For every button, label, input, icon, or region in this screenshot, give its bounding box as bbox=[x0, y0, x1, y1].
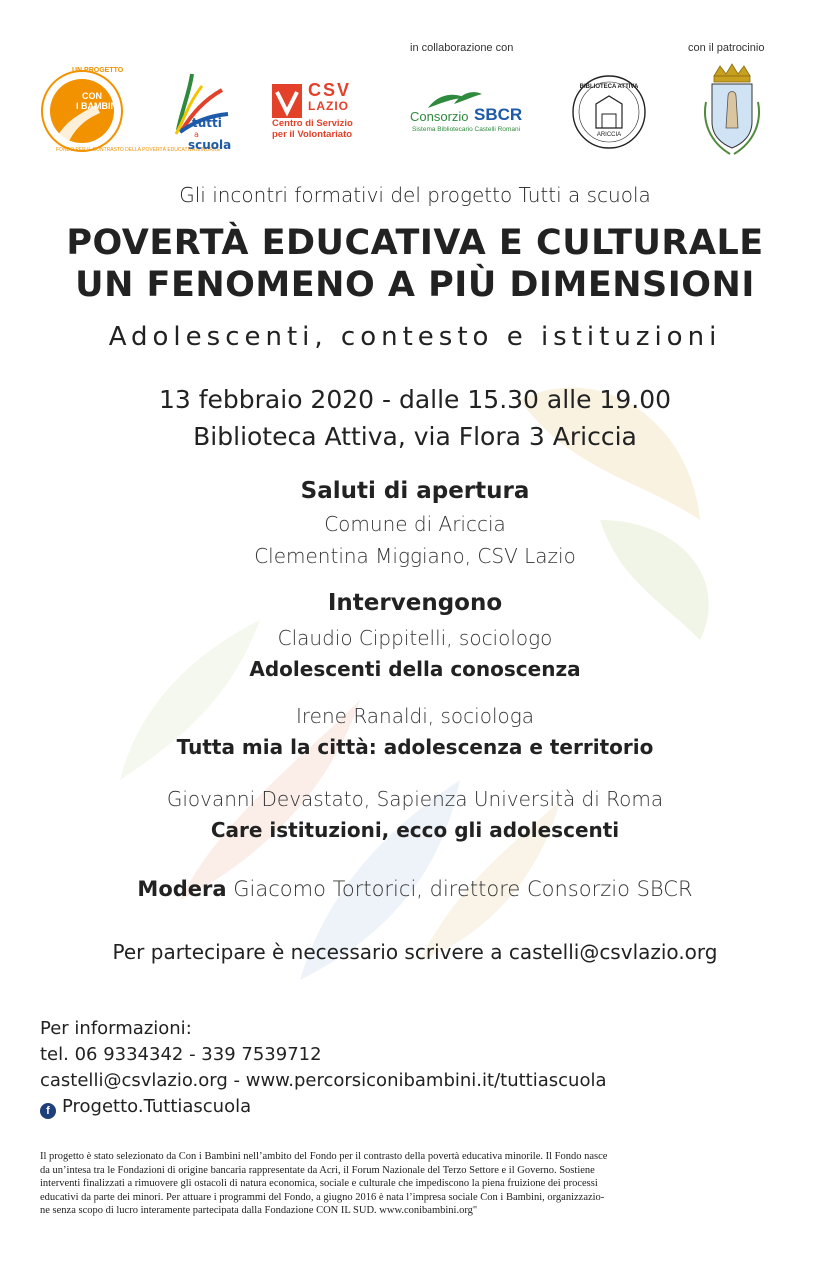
info-facebook[interactable] bbox=[40, 1094, 251, 1120]
event-venue: Biblioteca Attiva, via Flora 3 Ariccia bbox=[193, 422, 637, 451]
opening-item: Clementina Miggiano, CSV Lazio bbox=[254, 544, 576, 568]
consorzio-sbcr-line2: SBCR bbox=[474, 105, 523, 124]
csv-lazio-line3: Centro di Servizio bbox=[272, 118, 353, 129]
csv-lazio-line2: LAZIO bbox=[308, 99, 349, 113]
facebook-handle: Progetto.Tuttiascuola bbox=[62, 1096, 252, 1117]
footer-line: interventi finalizzati a rimuovere gli ostacoli di natura economica, sociale e culturale che impediscono la piena fruizione dei processi bbox=[40, 1178, 598, 1189]
ariccia-coat-of-arms bbox=[700, 62, 764, 160]
consorzio-sbcr-line3: Sistema Bibliotecario Castelli Romani bbox=[412, 126, 521, 133]
moderator-label: Modera bbox=[137, 877, 227, 901]
speakers-heading: Intervengono bbox=[327, 590, 503, 616]
biblioteca-attiva-line2: ARICCIA bbox=[596, 132, 622, 138]
footer-disclaimer bbox=[40, 1150, 800, 1218]
speaker-name: Claudio Cippitelli, sociologo bbox=[277, 626, 553, 650]
opening-heading: Saluti di apertura bbox=[300, 478, 530, 504]
patronage-caption: con il patrocinio bbox=[688, 42, 765, 54]
csv-lazio-line4: per il Volontariato bbox=[272, 129, 353, 140]
facebook-icon: f bbox=[40, 1103, 56, 1119]
csv-lazio-logo bbox=[272, 82, 372, 142]
event-date: 13 febbraio 2020 - dalle 15.30 alle 19.00 bbox=[158, 385, 672, 414]
con-i-bambini-line3: I BAMBINI bbox=[76, 101, 120, 111]
intro-line: Gli incontri formativi del progetto Tutti a scuola bbox=[179, 183, 651, 207]
opening-item: Comune di Ariccia bbox=[324, 512, 506, 536]
footer-line: da un’intesa tra le Fondazioni di origine bancaria rappresentate da Acri, il Forum Nazionale del Terzo Settore e il Governo. Sostiene bbox=[40, 1164, 595, 1176]
footer-line: Il progetto è stato selezionato da Con i Bambini nell’ambito del Fondo per il contrasto della povertà educativa minorile. Il Fondo nasce bbox=[40, 1151, 608, 1162]
tutti-a-scuola-logo bbox=[168, 70, 232, 154]
tutti-a-scuola-line2: a bbox=[194, 130, 199, 139]
registration-note: Per partecipare è necessario scrivere a castelli@csvlazio.org bbox=[112, 940, 718, 964]
footer-line: ne senza scopo di lucro interamente partecipata dalla Fondazione CON IL SUD. www.conibambini.org" bbox=[40, 1205, 478, 1216]
con-i-bambini-line1: UN PROGETTO bbox=[72, 67, 124, 74]
tutti-a-scuola-line3: scuola bbox=[188, 138, 232, 152]
consorzio-sbcr-logo bbox=[410, 88, 530, 138]
info-heading: Per informazioni: bbox=[40, 1018, 192, 1039]
moderator-line bbox=[0, 877, 830, 901]
speaker-name: Irene Ranaldi, sociologa bbox=[296, 704, 534, 728]
consorzio-sbcr-line1: Consorzio bbox=[410, 109, 469, 124]
con-i-bambini-line2: CON bbox=[82, 91, 102, 101]
biblioteca-attiva-stamp bbox=[570, 72, 648, 152]
info-web[interactable]: castelli@csvlazio.org - www.percorsiconibambini.it/tuttiascuola bbox=[40, 1070, 607, 1091]
tagline: Adolescenti, contesto e istituzioni bbox=[108, 322, 722, 352]
biblioteca-attiva-line1: BIBLIOTECA ATTIVA bbox=[579, 84, 639, 90]
speaker-name: Giovanni Devastato, Sapienza Università di Roma bbox=[166, 787, 664, 811]
con-i-bambini-ring: FONDO PER IL CONTRASTO DELLA POVERTÀ EDUCATIVA MINORILE bbox=[56, 147, 221, 153]
moderator-text: Giacomo Tortorici, direttore Consorzio SBCR bbox=[233, 877, 693, 901]
footer-line: educativi da parte dei minori. Per attuare i programmi del Fondo, a giugno 2016 è nata l’impresa sociale Con i Bambini, organizzazio- bbox=[40, 1191, 605, 1203]
talk-title: Adolescenti della conoscenza bbox=[249, 657, 581, 681]
collab-caption: in collaborazione con bbox=[410, 42, 514, 54]
info-phone: tel. 06 9334342 - 339 7539712 bbox=[40, 1044, 322, 1065]
title-line-1: POVERTÀ EDUCATIVA E CULTURALE bbox=[66, 223, 764, 263]
talk-title: Tutta mia la città: adolescenza e territorio bbox=[176, 735, 654, 759]
title-line-2: UN FENOMENO A PIÙ DIMENSIONI bbox=[75, 265, 755, 305]
csv-lazio-line1: CSV bbox=[308, 80, 352, 100]
tutti-a-scuola-line1: tutti bbox=[192, 116, 222, 130]
talk-title: Care istituzioni, ecco gli adolescenti bbox=[210, 818, 620, 842]
